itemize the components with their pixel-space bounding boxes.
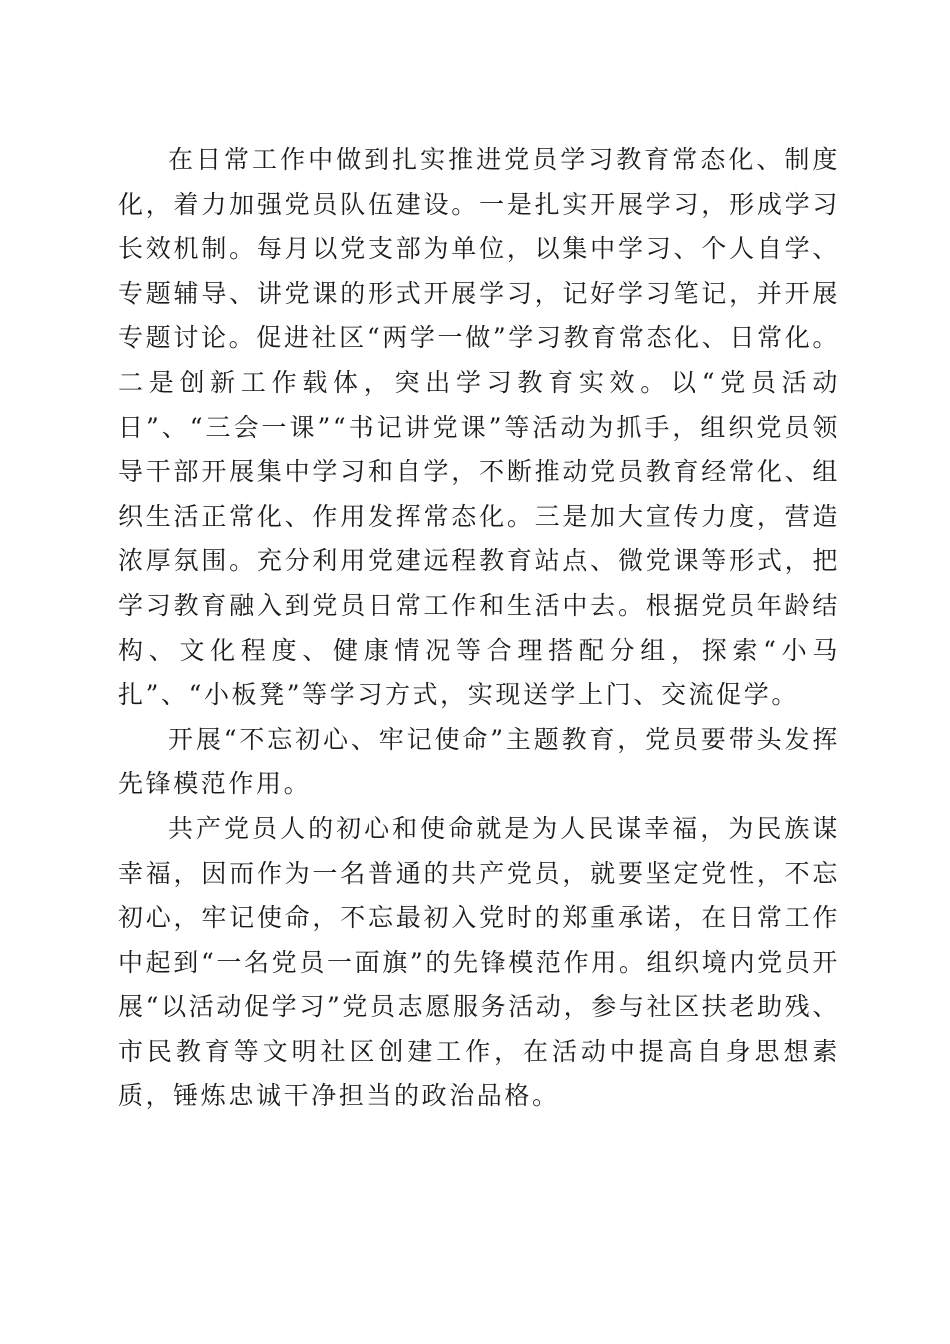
paragraph-study-routine: 在日常工作中做到扎实推进党员学习教育常态化、制度化，着力加强党员队伍建设。一是扎实开展学习，形成学习长效机制。每月以党支部为单位，以集中学习、个人自学、专题辅导、讲党课的形式开展学习，记好学习笔记，并开展专题讨论。促进社区“两学一做”学习教育常态化、日常化。二是创新工作载体，突出学习教育实效。以“党员活动日”、“三会一课”“书记讲党课”等活动为抓手，组织党员领导干部开展集中学习和自学，不断推动党员教育经常化、组织生活正常化、作用发挥常态化。三是加大宣传力度，营造浓厚氛围。充分利用党建远程教育站点、微党课等形式，把学习教育融入到党员日常工作和生活中去。根据党员年龄结构、文化程度、健康情况等合理搭配分组，探索“小马扎”、“小板凳”等学习方式，实现送学上门、交流促学。	[118, 145, 840, 710]
document-body	[118, 138, 840, 1119]
paragraph-original-aspiration: 共产党员人的初心和使命就是为人民谋幸福，为民族谋幸福，因而作为一名普通的共产党员，就要坚定党性，不忘初心，牢记使命，不忘最初入党时的郑重承诺，在日常工作中起到“一名党员一面旗”的先锋模范作用。组织境内党员开展“以活动促学习”党员志愿服务活动，参与社区扶老助残、市民教育等文明社区创建工作，在活动中提高自身思想素质，锤炼忠诚干净担当的政治品格。	[118, 813, 840, 1111]
paragraph-theme-education: 开展“不忘初心、牢记使命”主题教育，党员要带头发挥先锋模范作用。	[118, 724, 840, 799]
